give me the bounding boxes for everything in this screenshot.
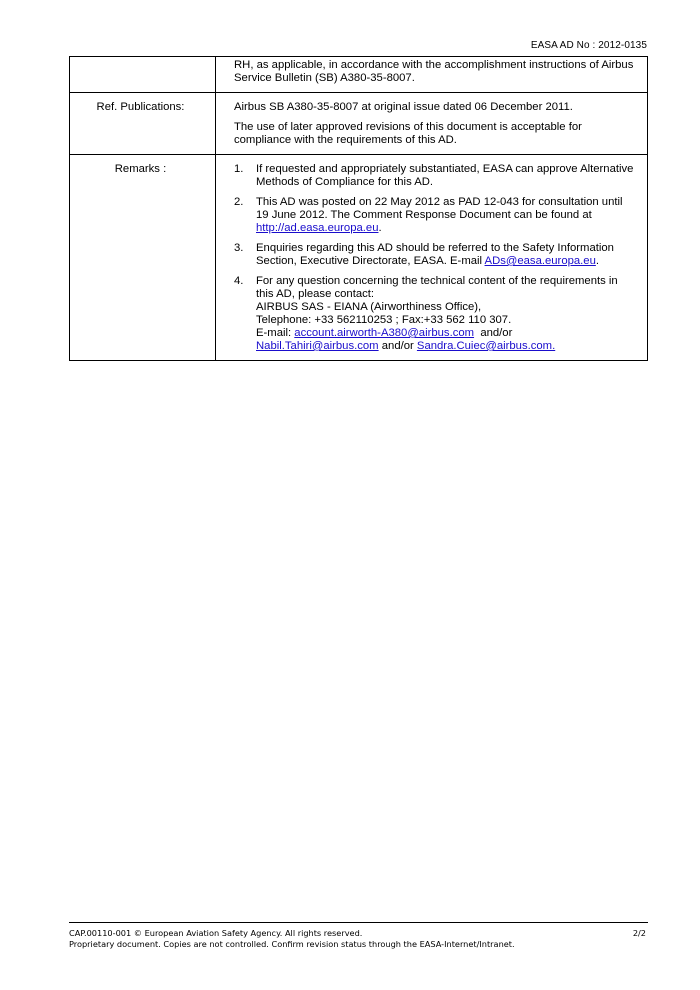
easa-ad-website-link[interactable]: http://ad.easa.europa.eu (256, 222, 379, 234)
remark-number: 3. (234, 242, 244, 254)
remarks-label-cell (70, 155, 216, 361)
remark-number: 1. (234, 163, 244, 175)
ref-publications-label-cell (70, 93, 216, 155)
remarks-label: Remarks : (114, 163, 167, 175)
remarks-cell (216, 155, 648, 361)
remark-text-suffix: . (595, 255, 600, 267)
remark-text: This AD was posted on 22 May 2012 as PAD 12-043 for consultation until 19 June 2012. The Comment Response Document can be found at (256, 196, 623, 221)
empty-label-cell (70, 57, 216, 93)
ref-publication-paragraph: The use of later approved revisions of this document is acceptable for compliance with the requirements of this AD. (234, 121, 582, 146)
remark-text: Enquiries regarding this AD should be referred to the Safety Information Section, Executive Directorate, EASA. E-mail (256, 242, 614, 267)
remark-item (234, 275, 637, 353)
continuation-text: RH, as applicable, in accordance with the accomplishment instructions of Airbus Service Bulletin (SB) A380-35-8007. (234, 59, 634, 84)
ad-details-table (69, 56, 648, 361)
ref-publications-label: Ref. Publications: (96, 101, 185, 113)
ref-publications-cell (216, 93, 648, 155)
page-footer (69, 928, 648, 950)
contact-phone: Telephone: +33 562110253 ; Fax:+33 562 110 307. (256, 314, 512, 326)
table-row-ref-publications (70, 93, 648, 155)
remark-item (234, 196, 637, 235)
and-or-text: and/or (474, 327, 513, 339)
sandra-cuiec-email-link[interactable]: Sandra.Cuiec@airbus.com. (416, 340, 556, 352)
remark-text-suffix: . (378, 222, 382, 234)
continuation-cell (216, 57, 648, 93)
remark-body (256, 196, 637, 235)
contact-organisation: AIRBUS SAS - EIANA (Airworthiness Office), (256, 301, 482, 313)
remark-item (234, 242, 637, 268)
table-row-continuation (70, 57, 648, 93)
footer-disclaimer: Proprietary document. Copies are not controlled. Confirm revision status through the EASA-Internet/Intranet. (69, 939, 515, 949)
remark-text: If requested and appropriately substantiated, EASA can approve Alternative Methods of Compliance for this AD. (256, 163, 634, 188)
ref-publication-paragraph: Airbus SB A380-35-8007 at original issue dated 06 December 2011. (234, 101, 573, 113)
and-or-text: and/or (378, 340, 417, 352)
remark-number: 2. (234, 196, 244, 208)
remark-body (256, 242, 637, 268)
easa-email-link[interactable]: ADs@easa.europa.eu (484, 255, 596, 267)
footer-copyright: CAP.00110-001 © European Aviation Safety Agency. All rights reserved. (69, 928, 363, 938)
email-prefix: E-mail: (256, 327, 295, 339)
remark-item (234, 163, 637, 189)
page-number: 2/2 (632, 928, 646, 938)
remark-text: For any question concerning the technical content of the requirements in this AD, please contact: (256, 275, 618, 300)
table-row-remarks (70, 155, 648, 361)
remark-number: 4. (234, 275, 244, 287)
remark-body (256, 275, 637, 353)
nabil-tahiri-email-link[interactable]: Nabil.Tahiri@airbus.com (256, 340, 379, 352)
footer-divider (69, 922, 648, 923)
ad-number-header: EASA AD No : 2012-0135 (530, 40, 647, 51)
airbus-airworthiness-email-link[interactable]: account.airworth-A380@airbus.com (294, 327, 475, 339)
